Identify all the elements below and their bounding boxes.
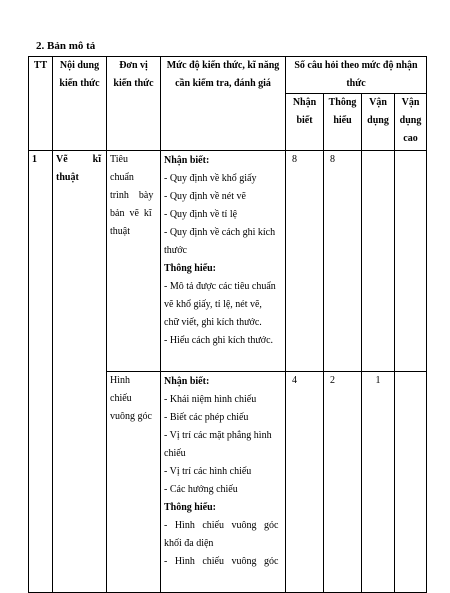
table-row: [29, 151, 427, 372]
row-van-dung-cao: [395, 372, 427, 593]
header-level: Mức độ kiến thức, kĩ năng cần kiểm tra, đánh giá: [161, 57, 286, 151]
row-unit: Tiêu chuẩn trình bày bản vẽ kĩ thuật: [107, 151, 161, 372]
row-nhan-biet: 8: [286, 151, 324, 372]
header-thong-hieu: Thông hiểu: [324, 94, 362, 151]
row-content: Vẽ kĩ thuật: [53, 151, 107, 593]
row-tt: 1: [29, 151, 53, 593]
row-van-dung: 1: [362, 372, 395, 593]
row-thong-hieu: 8: [324, 151, 362, 372]
row-van-dung: [362, 151, 395, 372]
row-thong-hieu: 2: [324, 372, 362, 593]
header-question-count: Số câu hỏi theo mức độ nhận thức: [286, 57, 427, 94]
row-van-dung-cao: [395, 151, 427, 372]
section-heading: 2. Bản mô tả: [36, 40, 96, 52]
header-van-dung: Vận dụng: [362, 94, 395, 151]
description-table: [28, 56, 427, 593]
header-nhan-biet: Nhận biết: [286, 94, 324, 151]
row-nhan-biet: 4: [286, 372, 324, 593]
row-unit: Hình chiếu vuông góc: [107, 372, 161, 593]
header-content: Nội dung kiến thức: [53, 57, 107, 151]
header-van-dung-cao: Vận dụng cao: [395, 94, 427, 151]
header-tt: TT: [29, 57, 53, 151]
row-requirements: Nhận biết: - Khái niệm hình chiếu - Biết các phép chiếu - Vị trí các mặt phẳng hình chiếu - Vị trí các hình chiếu - Các hướng chiếu Thông hiểu: - Hình chiếu vuông góc khối đa diện - Hình chiếu vuông góc: [161, 372, 286, 593]
header-unit: Đơn vị kiến thức: [107, 57, 161, 151]
row-requirements: Nhận biết: - Quy định về khổ giấy - Quy định về nét vẽ - Quy định về tỉ lệ - Quy định về cách ghi kích thước Thông hiểu: - Mô tả được các tiêu chuẩn vẽ khổ giấy, tỉ lệ, nét vẽ, chữ viết, ghi kích thước. - Hiểu cách ghi kích thước.: [161, 151, 286, 372]
header-row-main: [29, 57, 427, 94]
